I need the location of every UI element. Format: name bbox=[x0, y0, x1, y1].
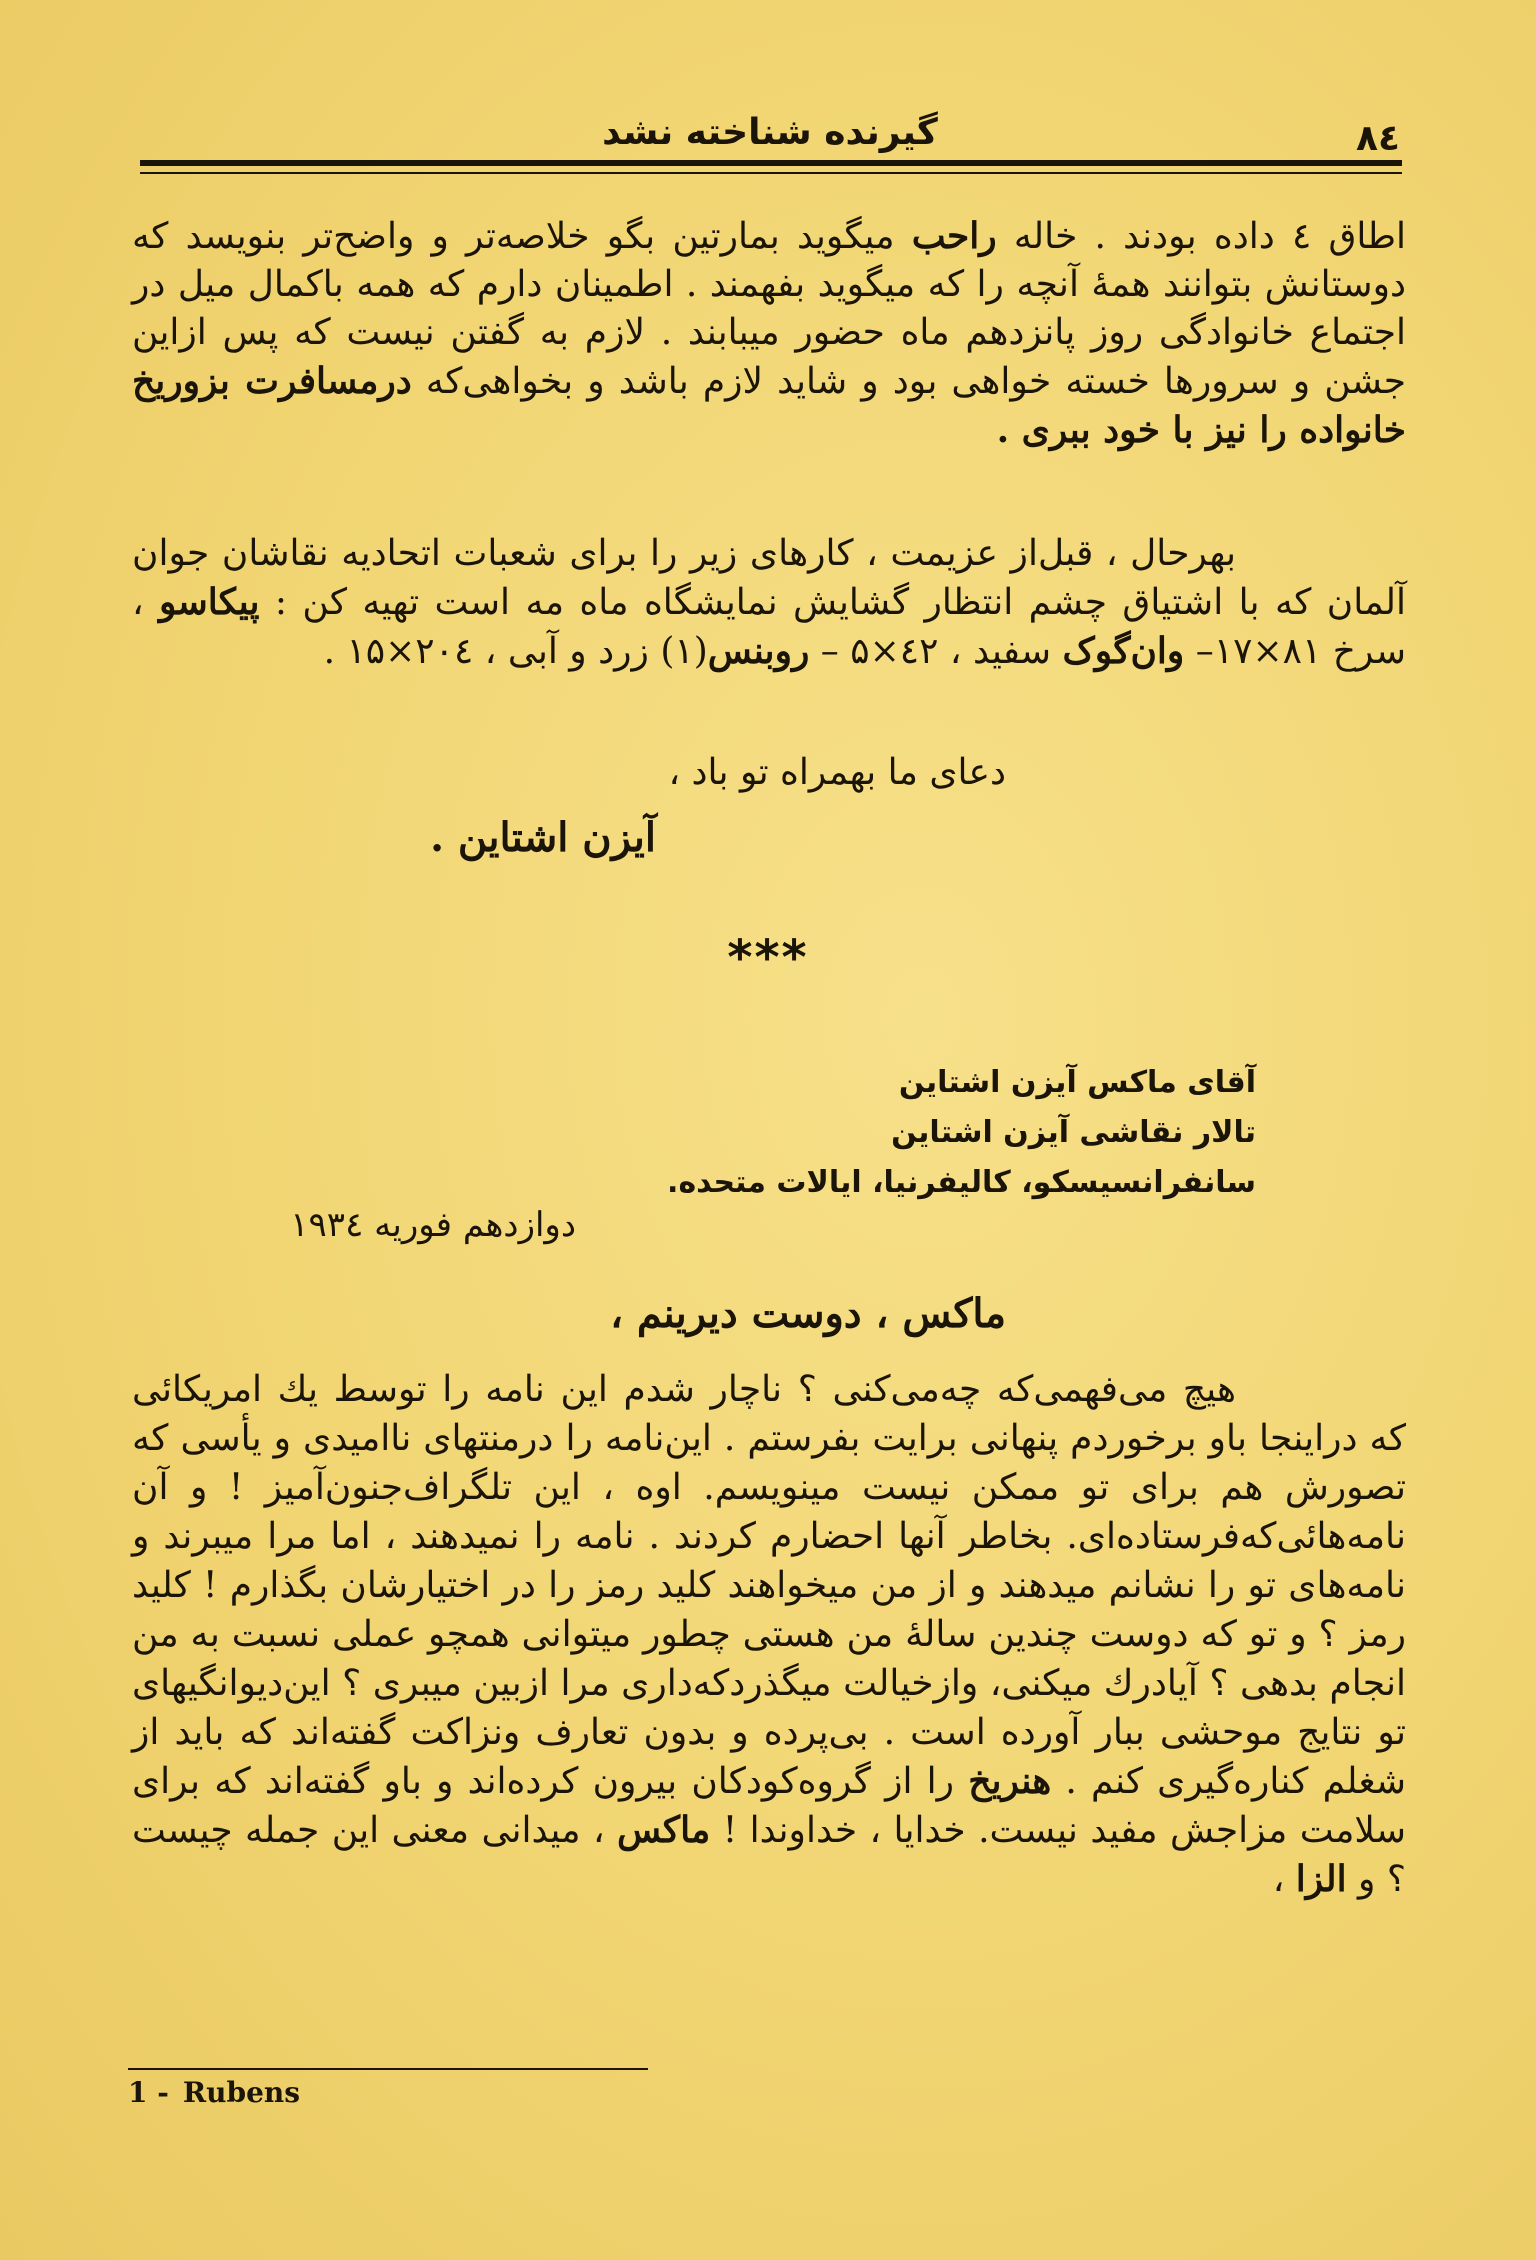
name-van-gogh: وان‌گوک bbox=[1062, 630, 1185, 672]
header-rule-thin bbox=[140, 172, 1402, 174]
footnote-rule bbox=[128, 2068, 648, 2070]
letter-date: دوازدهم فوریه ۱۹۳٤ bbox=[290, 1205, 576, 1245]
paragraph-1-bold-end: درمسافرت بزوریخ خانواده را نیز با خود ببری . bbox=[132, 360, 1406, 451]
address-block bbox=[667, 1058, 1256, 1208]
closing-blessing: دعای ما بهمراه تو باد ، bbox=[668, 752, 1006, 793]
name-elsa: الزا bbox=[1295, 1858, 1347, 1900]
name-rubens: روبنس bbox=[707, 630, 810, 672]
paragraph-3 bbox=[132, 1365, 1406, 1904]
address-line-3: سانفرانسیسکو، کالیفرنیا، ایالات متحده. bbox=[667, 1165, 1256, 1200]
name-max: ماکس bbox=[617, 1809, 711, 1851]
paragraph-3-text-b: را از گروه‌کودکان بیرون کرده‌اند و باو گفته‌اند که برای سلامت مزاجش مفید نیست. خدایا ، خداوندا ! bbox=[132, 1761, 1406, 1851]
paragraph-3-text-a: هیچ می‌فهمی‌که چه‌می‌کنی ؟ ناچار شدم این نامه را توسط یك امریکائی که دراینجا باو برخوردم پنهانی برایت بفرستم . این‌نامه را درمنتهای ناامیدی و یأسی که تصورش هم برای تو ممکن نیست مینویسم. اوه ، این تلگراف‌جنون‌آمیز ! و آن نامه‌هائی‌که‌فرستاده‌ای. بخاطر آنها احضارم کردند . نامه را نمیدهند ، اما مرا میبرند و نامه‌های تو را نشانم میدهند و از من میخواهند کلید رمز را در اختیارشان بگذارم ! کلید رمز ؟ و تو که دوست چندین سالهٔ من هستی چطور میتوانی همچو عملی نسبت به من انجام بدهی ؟ آیادرك میکنی، وازخیالت میگذردکه‌داری مرا ازبین میبری ؟ این‌دیوانگیهای تو نتایج موحشی ببار آورده است . بی‌پرده و بدون تعارف ونزاکت گفته‌اند که باید از شغلم کناره‌گیری کنم . bbox=[132, 1369, 1406, 1802]
address-line-1: آقای ماکس آیزن اشتاین bbox=[898, 1065, 1256, 1100]
running-title: گیرنده شناخته نشد bbox=[602, 112, 938, 153]
footnote bbox=[128, 2076, 300, 2109]
footnote-text: Rubens bbox=[182, 2076, 300, 2109]
paragraph-2-text-a: بهرحال ، قبل‌از عزیمت ، کارهای زیر را برای شعبات اتحادیه نقاشان جوان آلمان که با اشتیاق چشم انتظار گشایش نمایشگاه ماه مه است تهیه کن : bbox=[132, 533, 1406, 623]
name-rahab: راحب bbox=[911, 215, 997, 257]
paragraph-2-text-c: سفید ، ٤۲×۵ – bbox=[809, 631, 1063, 672]
paragraph-2 bbox=[132, 530, 1406, 676]
salutation: ماکس ، دوست دیرینم ، bbox=[610, 1290, 1006, 1337]
signature: آیزن اشتاین . bbox=[430, 814, 656, 861]
paragraph-1-text-b: میگوید بمارتین بگو خلاصه‌تر و واضح‌تر بنویسد که دوستانش بتوانند همهٔ آنچه را که میگوید بفهمند . اطمینان دارم که همه باکمال میل در اجتماع خانوادگی روز پانزدهم ماه حضور میبابند . لازم به گفتن نیست که پس ازاین جشن و سرورها خسته خواهی بود و شاید لازم باشد و بخواهی‌که bbox=[132, 216, 1406, 402]
page-header bbox=[140, 100, 1400, 160]
paragraph-2-text-b: ، سرخ ۸۱×۱۷– bbox=[132, 582, 1406, 672]
address-line-2: تالار نقاشی آیزن اشتاین bbox=[891, 1115, 1256, 1150]
footnote-number: 1 - bbox=[128, 2076, 169, 2109]
section-separator: *** bbox=[727, 930, 809, 986]
name-heinrich: هنریخ bbox=[968, 1760, 1052, 1802]
paragraph-1-text-a: اطاق ٤ داده بودند . خاله bbox=[996, 216, 1406, 257]
header-rule-thick bbox=[140, 160, 1402, 166]
page-number: ۸٤ bbox=[1356, 118, 1400, 159]
name-picasso: پیکاسو bbox=[159, 581, 260, 623]
paragraph-1 bbox=[132, 212, 1406, 455]
paragraph-3-text-d: ، bbox=[1272, 1859, 1296, 1900]
paragraph-2-text-d: (۱) زرد و آبی ، ۲۰٤×۱۵ . bbox=[323, 631, 708, 672]
paragraph-3-text-c: ، میدانی معنی این جمله چیست ؟ و bbox=[132, 1810, 1406, 1900]
